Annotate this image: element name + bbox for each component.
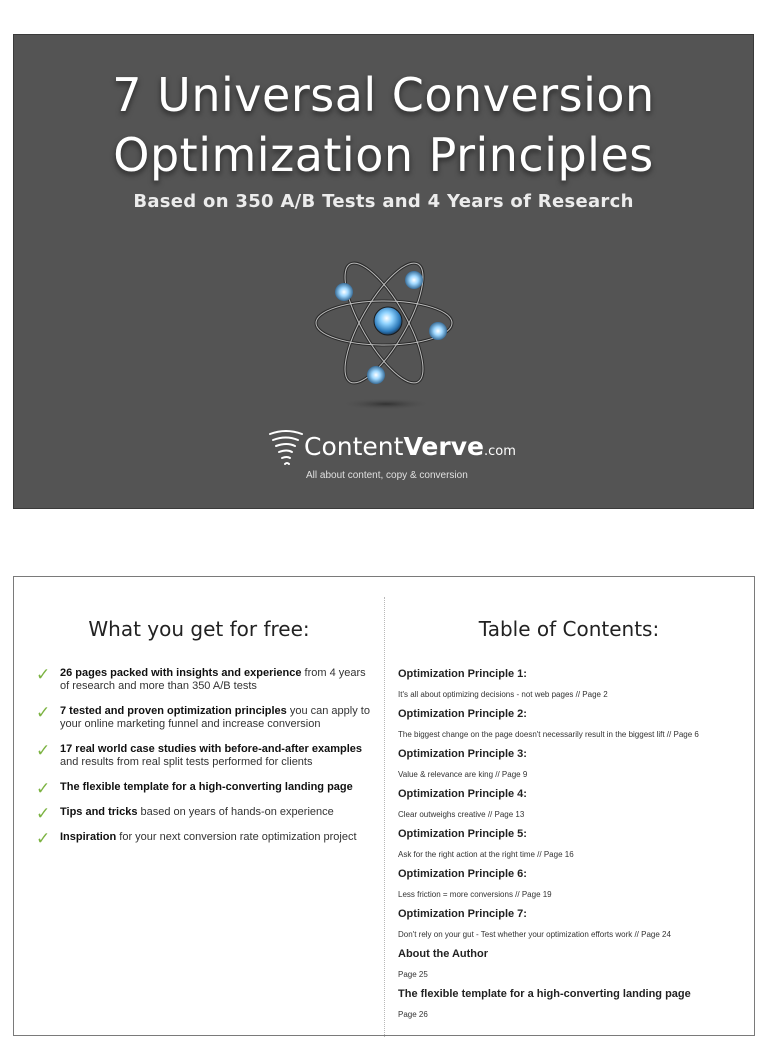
toc-item[interactable] xyxy=(398,787,748,821)
contentverve-logo xyxy=(268,428,516,488)
benefit-item xyxy=(36,804,376,824)
check-icon: ✓ xyxy=(36,665,51,685)
benefit-bold: 26 pages packed with insights and experience xyxy=(60,667,302,679)
toc-item-title: About the Author xyxy=(398,948,489,960)
toc-item-desc: Page 25 xyxy=(398,970,428,979)
toc-item[interactable] xyxy=(398,747,748,781)
benefit-item xyxy=(36,705,376,731)
toc-item-desc: Don't rely on your gut - Test whether your optimization efforts work // Page 24 xyxy=(398,930,671,939)
cover-title-line-2: Optimization Principles xyxy=(113,128,654,182)
tornado-icon xyxy=(268,428,304,470)
cover-subtitle: Based on 350 A/B Tests and 4 Years of Research xyxy=(133,191,634,212)
check-icon: ✓ xyxy=(36,779,51,799)
benefit-item xyxy=(36,667,376,693)
cover-title xyxy=(14,65,753,185)
toc-item-title: Optimization Principle 4: xyxy=(398,788,527,800)
benefit-text: from 4 years of research and more than 350 A/B tests xyxy=(60,667,366,692)
benefit-bold: Inspiration xyxy=(60,831,117,843)
contents-page xyxy=(13,576,755,1036)
benefit-text: you can apply to your online marketing funnel and increase conversion xyxy=(60,705,370,730)
free-heading: What you get for free: xyxy=(88,617,310,641)
benefit-bold: The flexible template for a high-converting landing page xyxy=(60,781,353,793)
toc-item[interactable] xyxy=(398,827,748,861)
benefit-text: based on years of hands-on experience xyxy=(137,806,334,818)
benefit-text: and results from real split tests performed for clients xyxy=(60,756,313,768)
benefits-list xyxy=(36,667,376,856)
toc-item-title: Optimization Principle 2: xyxy=(398,708,527,720)
benefit-bold: 7 tested and proven optimization principles xyxy=(60,705,287,717)
column-divider xyxy=(384,597,385,1037)
benefit-item xyxy=(36,743,376,769)
benefit-text: for your next conversion rate optimization project xyxy=(116,831,357,843)
toc-item-title: Optimization Principle 6: xyxy=(398,868,527,880)
toc-item-desc: Ask for the right action at the right time // Page 16 xyxy=(398,850,574,859)
toc-item-desc: Clear outweighs creative // Page 13 xyxy=(398,810,525,819)
toc-item-desc: Value & relevance are king // Page 9 xyxy=(398,770,528,779)
toc-item-title: Optimization Principle 1: xyxy=(398,668,527,680)
cover-page xyxy=(13,34,754,509)
logo-name-suffix: .com xyxy=(483,444,516,459)
atom-icon xyxy=(310,245,458,415)
toc-item-desc: The biggest change on the page doesn't necessarily result in the biggest lift // Page 6 xyxy=(398,730,699,739)
benefit-bold: 17 real world case studies with before-and-after examples xyxy=(60,743,362,755)
toc-item-title: Optimization Principle 7: xyxy=(398,908,527,920)
toc-item-title: The flexible template for a high-converting landing page xyxy=(398,988,691,1000)
check-icon: ✓ xyxy=(36,804,51,824)
toc-item-title: Optimization Principle 3: xyxy=(398,748,527,760)
toc-item[interactable] xyxy=(398,907,748,941)
toc-item-desc: Page 26 xyxy=(398,1010,428,1019)
toc-heading: Table of Contents: xyxy=(478,617,660,641)
toc-item-desc: It's all about optimizing decisions - not web pages // Page 2 xyxy=(398,690,608,699)
toc-item[interactable] xyxy=(398,947,748,981)
check-icon: ✓ xyxy=(36,829,51,849)
logo-name-bold: Verve xyxy=(403,432,484,461)
check-icon: ✓ xyxy=(36,741,51,761)
check-icon: ✓ xyxy=(36,703,51,723)
toc-list xyxy=(398,667,748,1027)
logo-name-regular: Content xyxy=(304,432,404,461)
toc-item-desc: Less friction = more conversions // Page 19 xyxy=(398,890,552,899)
toc-item-title: Optimization Principle 5: xyxy=(398,828,527,840)
toc-item[interactable] xyxy=(398,867,748,901)
toc-item[interactable] xyxy=(398,707,748,741)
toc-item[interactable] xyxy=(398,987,748,1021)
cover-title-line-1: 7 Universal Conversion xyxy=(112,68,655,122)
benefit-item xyxy=(36,829,376,849)
toc-item[interactable] xyxy=(398,667,748,701)
benefit-item xyxy=(36,779,376,799)
benefit-bold: Tips and tricks xyxy=(60,806,138,818)
logo-tagline: All about content, copy & conversion xyxy=(306,470,468,481)
